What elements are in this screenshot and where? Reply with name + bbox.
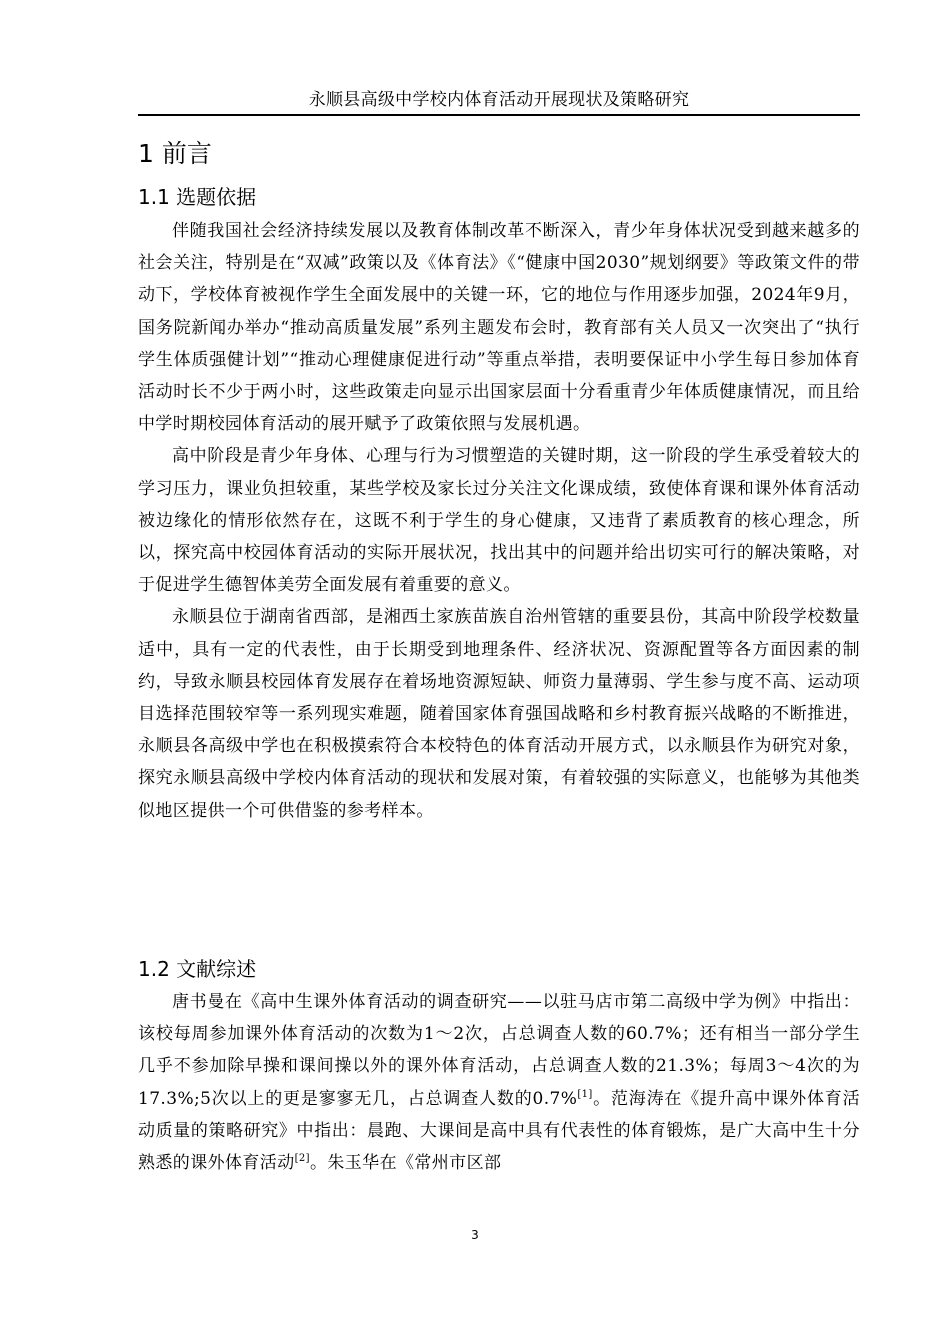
citation-ref: [1] xyxy=(577,1088,593,1100)
page-number: 3 xyxy=(471,1228,479,1242)
topic-basis-body xyxy=(138,215,860,827)
paragraph: 永顺县位于湖南省西部，是湘西土家族苗族自治州管辖的重要县份，其高中阶段学校数量适中，具有一定的代表性，由于长期受到地理条件、经济状况、资源配置等各方面因素的制约，导致永顺县校园体育发展存在着场地资源短缺、师资力量薄弱、学生参与度不高、运动项目选择范围较窄等一系列现实难题，随着国家体育强国战略和乡村教育振兴战略的不断推进，永顺县各高级中学也在积极摸索符合本校特色的体育活动开展方式，以永顺县作为研究对象，探究永顺县高级中学校内体育活动的现状和发展对策，有着较强的实际意义，也能够为其他类似地区提供一个可供借鉴的参考样本。 xyxy=(138,607,860,821)
paragraph: 高中阶段是青少年身体、心理与行为习惯塑造的关键时期，这一阶段的学生承受着较大的学习压力，课业负担较重，某些学校及家长过分关注文化课成绩，致使体育课和课外体育活动被边缘化的情形依然存在，这既不利于学生的身心健康，又违背了素质教育的核心理念，所以，探究高中校园体育活动的实际开展状况，找出其中的问题并给出切实可行的解决策略，对于促进学生德智体美劳全面发展有着重要的意义。 xyxy=(138,446,860,596)
paragraph: 伴随我国社会经济持续发展以及教育体制改革不断深入，青少年身体状况受到越来越多的社会关注，特别是在“双减”政策以及《体育法》《“健康中国2030”规划纲要》等政策文件的带动下，学校体育被视作学生全面发展中的关键一环，它的地位与作用逐步加强，2024年9月，国务院新闻办举办“推动高质量发展”系列主题发布会时，教育部有关人员又一次突出了“执行学生体质强健计划”“推动心理健康促进行动”等重点举措，表明要保证中小学生每日参加体育活动时长不少于两小时，这些政策走向显示出国家层面十分看重青少年体质健康情况，而且给中学时期校园体育活动的展开赋予了政策依照与发展机遇。 xyxy=(138,221,860,435)
running-header: 永顺县高级中学校内体育活动开展现状及策略研究 xyxy=(308,90,690,110)
section-heading-introduction: 1 前言 xyxy=(138,139,212,168)
subsection-heading-topic-basis: 1.1 选题依据 xyxy=(138,185,257,209)
literature-text-part: 唐书曼在《高中生课外体育活动的调查研究——以驻马店市第二高级中学为例》中指出：该校每周参加课外体育活动的次数为1～2次，占总调查人数的60.7%；还有相当一部分学生几乎不参加除早操和课间操以外的课外体育活动，占总调查人数的21.3%；每周3～4次的为17.3%;5次以上的更是寥寥无几，占总调查人数的0.7% xyxy=(138,992,860,1109)
citation-ref: [2] xyxy=(294,1153,310,1165)
literature-text-part: 。朱玉华在《常州市区部 xyxy=(309,1153,502,1174)
paragraph xyxy=(138,986,860,1179)
literature-review-body xyxy=(138,986,860,1179)
subsection-heading-literature-review: 1.2 文献综述 xyxy=(138,957,257,981)
header-rule xyxy=(138,114,860,116)
literature-text-part: 。范海涛在《提升高中课外体育活动质量的策略研究》中指出：晨跑、大课间是高中具有代表性的体育锻炼，是广大高中生十分熟悉的课外体育活动 xyxy=(138,1088,861,1174)
